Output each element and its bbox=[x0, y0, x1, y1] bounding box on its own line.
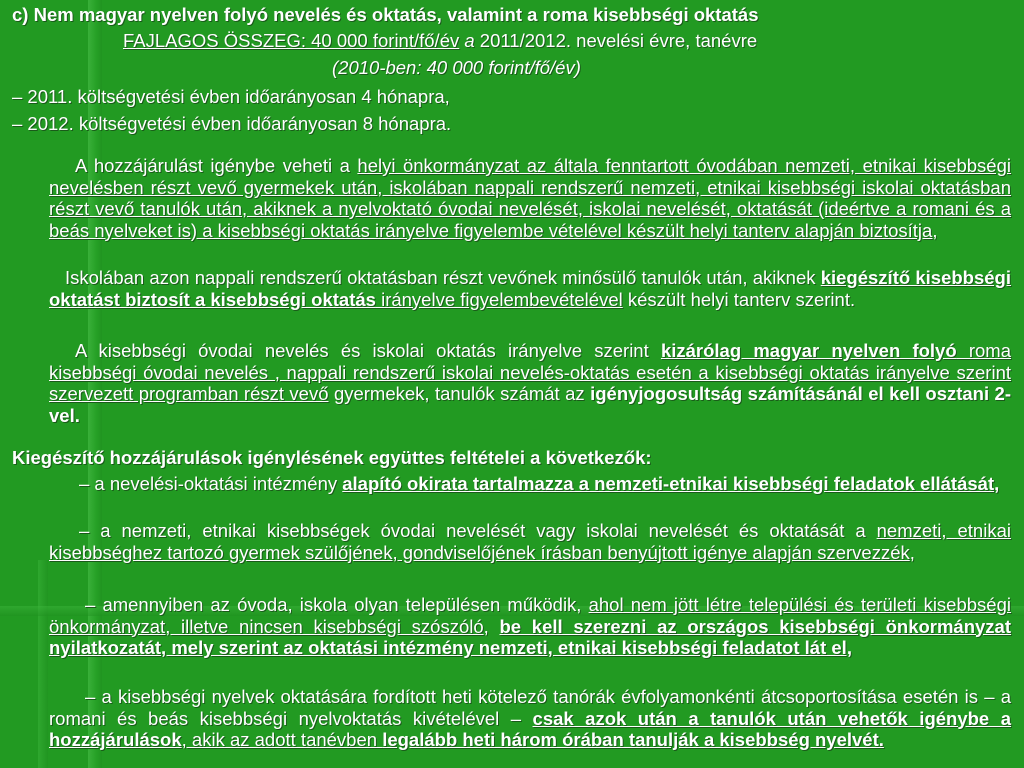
p2-text-4: készült helyi tanterv szerint. bbox=[622, 288, 856, 310]
c1-text-1: – a nevelési-oktatási intézmény bbox=[79, 473, 343, 494]
paragraph-2 bbox=[49, 267, 1011, 310]
p3-text-3: roma kisebbségi óvodai nevelés , nappali rendszerű iskolai nevelés-oktatás esetén a kisebbségi oktatás irányelve szerint szervezett programban részt vevő bbox=[49, 340, 1011, 404]
c3-text-1: – amennyiben az óvoda, iskola olyan településen működik, bbox=[85, 594, 589, 615]
c3-text-3: , bbox=[483, 615, 500, 637]
rate-previous: (2010-ben: 40 000 forint/fő/év) bbox=[332, 57, 581, 78]
rate-line bbox=[123, 30, 757, 52]
budget-2011: – 2011. költségvetési évben időarányosan 4 hónapra, bbox=[12, 86, 450, 107]
p3-text-5: igényjogosultság számításánál el kell osztani 2-vel. bbox=[49, 383, 1011, 426]
c4-text-1: – a kisebbségi nyelvek oktatására fordított heti kötelező tanórák évfolyamonkénti átcsoportosítása esetén is – a romani és beás kisebbségi nyelvoktatás kivételével – bbox=[49, 686, 1011, 729]
p3-text-1: A kisebbségi óvodai nevelés és iskolai oktatás irányelve szerint bbox=[75, 340, 661, 361]
c1-text-2: alapító okirata tartalmazza a nemzeti-etnikai kisebbségi feladatok ellátását, bbox=[342, 473, 1000, 494]
c4-text-4: legalább heti három órában tanulják a kisebbség nyelvét. bbox=[382, 729, 884, 750]
slide-heading: c) Nem magyar nyelven folyó nevelés és oktatás, valamint a roma kisebbségi oktatás bbox=[12, 4, 759, 25]
rate-amount: FAJLAGOS ÖSSZEG: 40 000 forint/fő/év bbox=[123, 30, 460, 51]
condition-3 bbox=[49, 594, 1011, 659]
paragraph-3 bbox=[49, 340, 1011, 426]
budget-2012: – 2012. költségvetési évben időarányosan 8 hónapra. bbox=[12, 113, 452, 134]
c2-text-2: nemzeti, etnikai kisebbséghez tartozó gyermek szülőjének, gondviselőjének írásban benyújtott igénye alapján szervezzék bbox=[49, 520, 1011, 563]
c2-text-3: , bbox=[909, 541, 915, 563]
p2-text-3: irányelve figyelembevételével bbox=[375, 288, 623, 310]
c4-text-3: , akik az adott tanévben bbox=[181, 729, 383, 750]
condition-2 bbox=[49, 520, 1011, 563]
c3-text-2: ahol nem jött létre települési és területi kisebbségi önkormányzat, illetve nincsen kisebbségi szószóló bbox=[49, 594, 1011, 637]
p3-text-4: gyermekek, tanulók számát az bbox=[328, 383, 591, 404]
c2-text-1: – a nemzeti, etnikai kisebbségek óvodai nevelését vagy iskolai nevelését és oktatását a bbox=[79, 520, 877, 541]
p1-text-2: helyi önkormányzat az általa fenntartott óvodában nemzeti, etnikai kisebbségi nevelésben részt vevő gyermekek után, iskolában nappali rendszerű nemzeti, etnikai kisebbségi iskolai oktatásban részt vevő tanulók után, akiknek a nyelvoktató óvodai nevelését, iskolai nevelését, oktatását (ideértve a romani és a beás nyelveket is) a kisebbségi oktatás irányelve figyelembe vételével készült helyi tanterv alapján biztosítja, bbox=[49, 155, 1011, 241]
p2-text-1: Iskolában azon nappali rendszerű oktatásban részt vevőnek minősülő tanulók után, akiknek bbox=[65, 267, 821, 288]
conditions-title: Kiegészítő hozzájárulások igénylésének együttes feltételei a következők: bbox=[12, 447, 652, 468]
condition-4 bbox=[49, 686, 1011, 751]
p3-text-2: kizárólag magyar nyelven folyó bbox=[660, 340, 957, 361]
rate-a: a bbox=[464, 30, 475, 51]
p2-text-2: kiegészítő kisebbségi oktatást biztosít a kisebbségi oktatás bbox=[49, 267, 1011, 310]
condition-1 bbox=[49, 473, 1011, 495]
c3-text-4: be kell szerezni az országos kisebbségi önkormányzat nyilatkozatát, mely szerint az oktatási intézmény nemzeti, etnikai kisebbségi feladatot lát el, bbox=[49, 615, 1012, 658]
c4-text-2: csak azok után a tanulók után vehetők igénybe a hozzájárulások bbox=[49, 707, 1011, 750]
paragraph-1 bbox=[49, 155, 1011, 241]
p1-text-1: A hozzájárulást igénybe veheti a bbox=[75, 155, 358, 176]
rate-period: 2011/2012. nevelési évre, tanévre bbox=[474, 30, 758, 51]
